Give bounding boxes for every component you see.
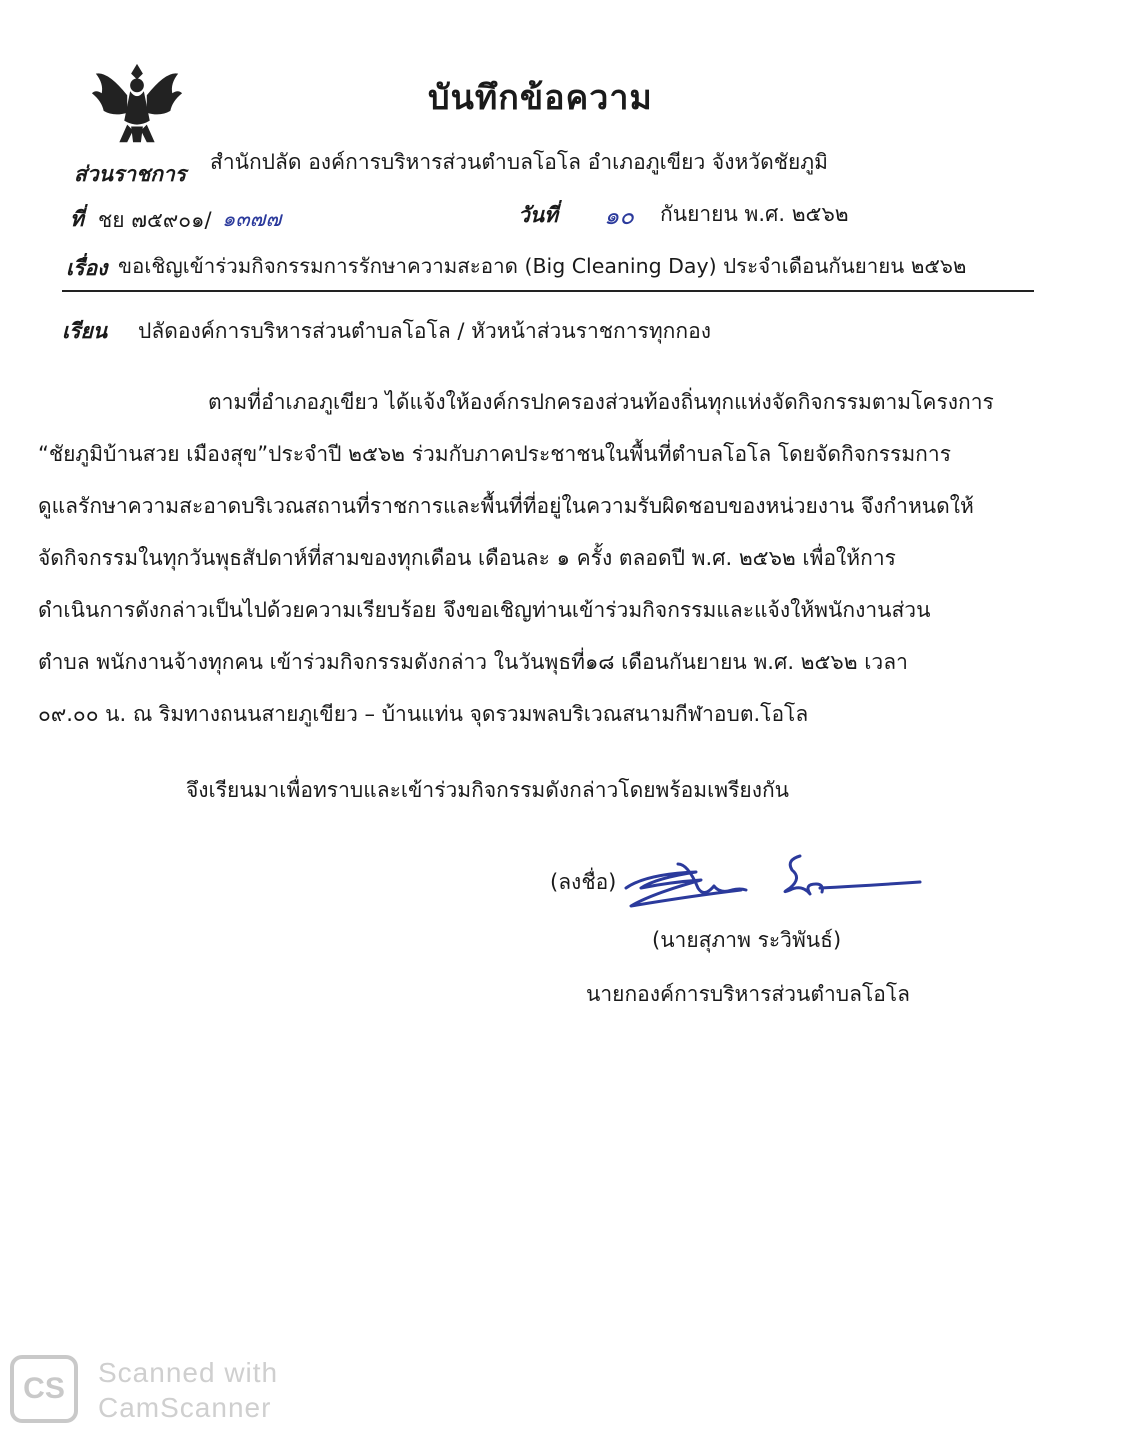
- to-value: ปลัดองค์การบริหารส่วนตำบลโอโล / หัวหน้าส่วนราชการทุกกอง: [138, 319, 711, 343]
- ref-handwritten: ๑๓๗๗: [222, 207, 282, 231]
- body-line: ดูแลรักษาความสะอาดบริเวณสถานที่ราชการและพื้นที่ที่อยู่ในความรับผิดชอบของหน่วยงาน จึงกำหนดให้: [38, 494, 974, 518]
- body-line: “ชัยภูมิบ้านสวย เมืองสุข”ประจำปี ๒๕๖๒ ร่วมกับภาคประชาชนในพื้นที่ตำบลโอโล โดยจัดกิจกรรมการ: [38, 442, 951, 466]
- signer-name: (นายสุภาพ ระวิพันธ์): [652, 928, 842, 952]
- subject-label: เรื่อง: [66, 256, 108, 280]
- body-line: ดำเนินการดังกล่าวเป็นไปด้วยความเรียบร้อย จึงขอเชิญท่านเข้าร่วมกิจกรรมและแจ้งให้พนักงานส่วน: [38, 598, 931, 622]
- agency-value: สำนักปลัด องค์การบริหารส่วนตำบลโอโล อำเภอภูเขียว จังหวัดชัยภูมิ: [210, 150, 828, 174]
- signer-position: นายกองค์การบริหารส่วนตำบลโอโล: [586, 982, 911, 1006]
- agency-label: ส่วนราชการ: [74, 162, 187, 186]
- date-value: กันยายน พ.ศ. ๒๕๖๒: [660, 202, 849, 226]
- date-label: วันที่: [518, 203, 558, 227]
- ref-value: ชย ๗๕๙๐๑/: [98, 208, 212, 232]
- garuda-emblem-icon: [88, 56, 186, 154]
- subject-value: ขอเชิญเข้าร่วมกิจกรรมการรักษาความสะอาด (Big Cleaning Day) ประจำเดือนกันยายน ๒๕๖๒: [118, 254, 967, 278]
- body-line: ตามที่อำเภอภูเขียว ได้แจ้งให้องค์กรปกครองส่วนท้องถิ่นทุกแห่งจัดกิจกรรมตามโครงการ: [208, 390, 994, 414]
- sign-label: (ลงชื่อ): [550, 870, 617, 894]
- closing-line: จึงเรียนมาเพื่อทราบและเข้าร่วมกิจกรรมดังกล่าวโดยพร้อมเพรียงกัน: [186, 778, 790, 802]
- watermark-line2: CamScanner: [98, 1392, 272, 1423]
- header-divider: [62, 290, 1034, 292]
- camscanner-logo: CS: [10, 1355, 78, 1423]
- body-line: ตำบล พนักงานจ้างทุกคน เข้าร่วมกิจกรรมดังกล่าว ในวันพุธที่๑๘ เดือนกันยายน พ.ศ. ๒๕๖๒ เวลา: [38, 650, 908, 674]
- body-line: ๐๙.๐๐ น. ณ ริมทางถนนสายภูเขียว – บ้านแท่น จุดรวมพลบริเวณสนามกีฬาอบต.โอโล: [38, 702, 809, 726]
- watermark-line1: Scanned with: [98, 1357, 279, 1388]
- ref-label: ที่: [70, 207, 84, 231]
- body-line: จัดกิจกรรมในทุกวันพุธสัปดาห์ที่สามของทุกเดือน เดือนละ ๑ ครั้ง ตลอดปี พ.ศ. ๒๕๖๒ เพื่อให้การ: [38, 546, 896, 570]
- memo-title: บันทึกข้อความ: [428, 78, 653, 118]
- to-label: เรียน: [62, 319, 108, 343]
- date-day-handwritten: ๑๐: [604, 202, 634, 230]
